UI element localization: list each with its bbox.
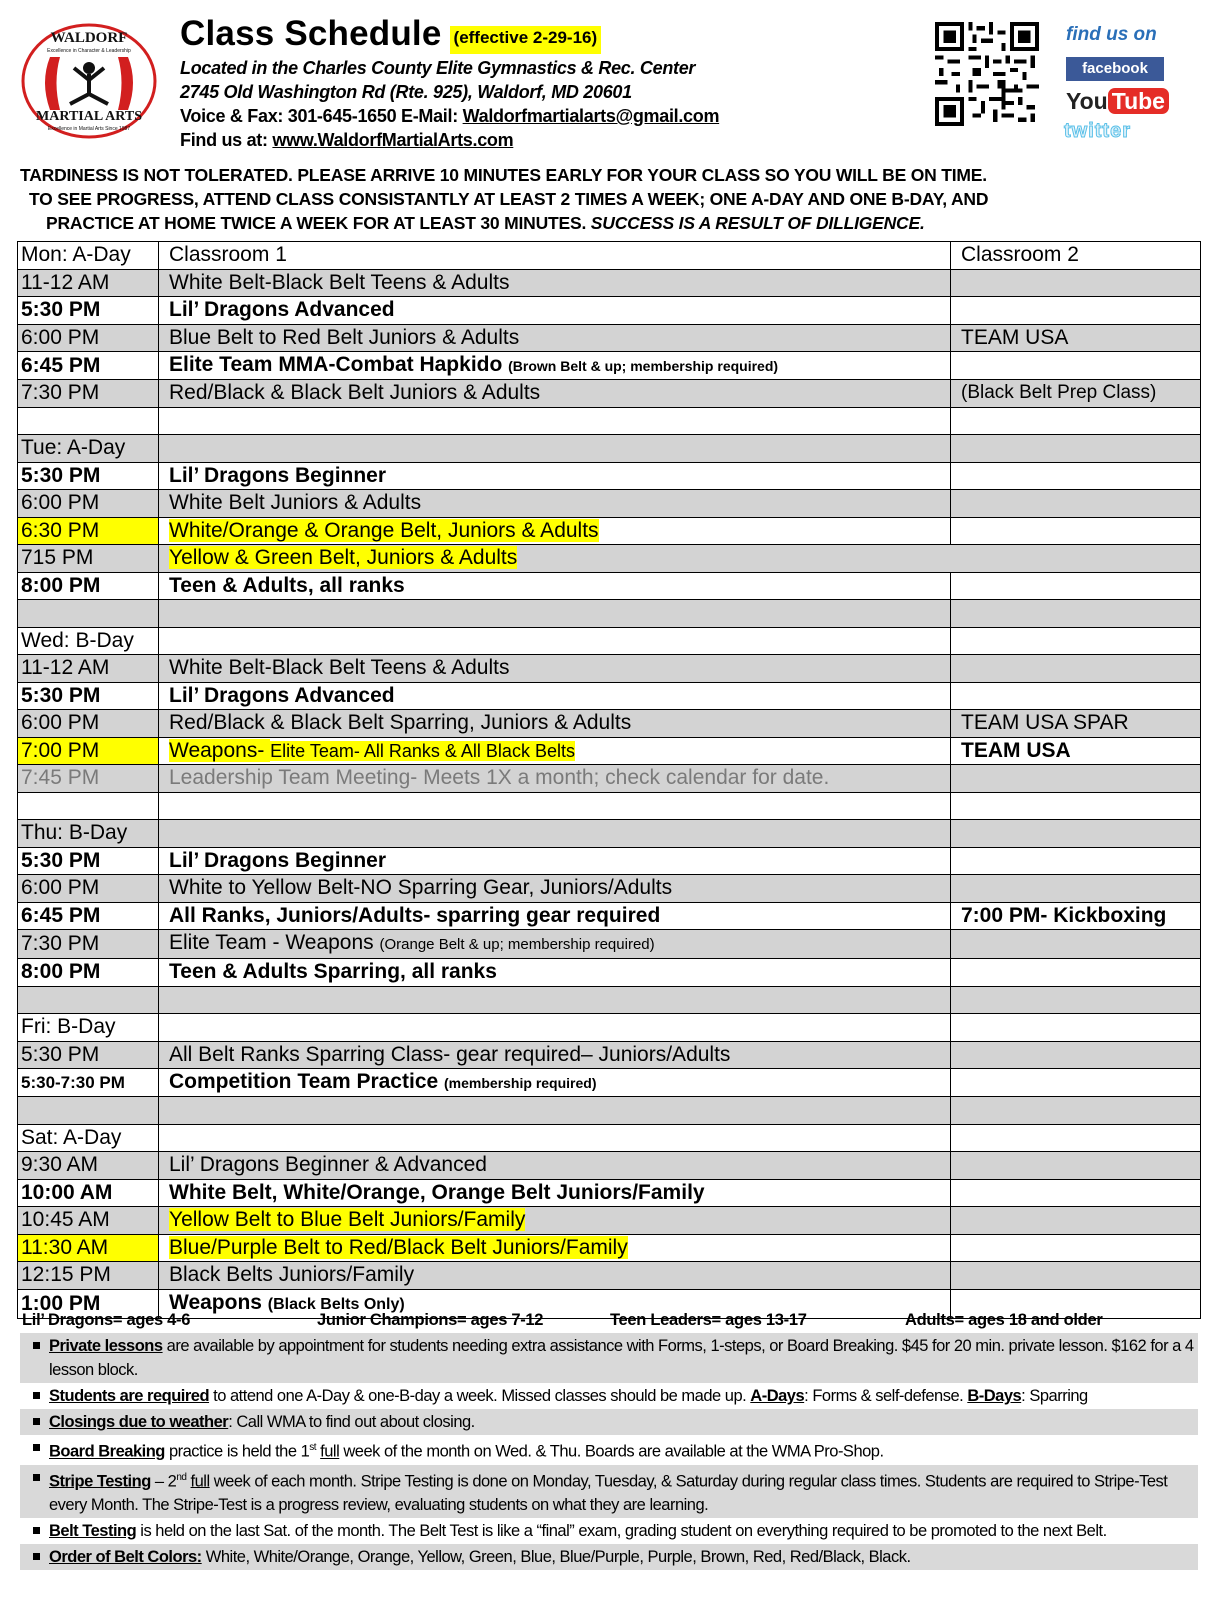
table-row: 8:00 PM Teen & Adults Sparring, all ranks <box>18 959 1201 987</box>
social-links <box>1062 20 1182 150</box>
day-row-tue: Tue: A-Day <box>18 435 1201 463</box>
svg-text:Excellence in Character & Lead: Excellence in Character & Leadership <box>47 48 131 54</box>
list-item: Order of Belt Colors: White, White/Orange, Orange, Yellow, Green, Blue, Blue/Purple, Purple, Brown, Red, Red/Black, Black. <box>20 1544 1198 1570</box>
table-row: 6:00 PM White to Yellow Belt-NO Sparring Gear, Juniors/Adults <box>18 875 1201 903</box>
table-row: 10:00 AM White Belt, White/Orange, Orange Belt Juniors/Family <box>18 1179 1201 1207</box>
age-group-adults: Adults= ages 18 and older <box>905 1311 1103 1329</box>
age-group-lil-dragons: Lil’ Dragons= ages 4-6 <box>22 1311 191 1329</box>
list-item: Students are required to attend one A-Day & one-B-day a week. Missed classes should be made up. A-Days: Forms & self-defense. B-Days: Sparring <box>20 1383 1198 1409</box>
age-group-teen: Teen Leaders= ages 13-17 <box>610 1311 807 1329</box>
list-item: Stripe Testing – 2nd full week of each month. Stripe Testing is done on Monday, Tuesday, & Saturday during regular class times. Students are required to Stripe-Test every Month. The Stripe-Test is a progress review, evaluating students on what they are learning. <box>20 1465 1198 1519</box>
practice-notice: PRACTICE AT HOME TWICE A WEEK FOR AT LEAST 30 MINUTES. SUCCESS IS A RESULT OF DILLIGENCE. <box>46 213 925 233</box>
table-row: 7:00 PM Weapons- Elite Team- All Ranks & All Black Belts TEAM USA <box>18 737 1201 765</box>
day-row-fri: Fri: B-Day <box>18 1014 1201 1042</box>
table-row: 6:00 PM Red/Black & Black Belt Sparring, Juniors & Adults TEAM USA SPAR <box>18 710 1201 738</box>
spacer-row <box>18 1097 1201 1125</box>
table-row: 5:30 PM Lil’ Dragons Advanced <box>18 682 1201 710</box>
bullet-icon <box>33 1444 40 1451</box>
table-row: 12:15 PM Black Belts Juniors/Family <box>18 1262 1201 1290</box>
list-item: Closings due to weather: Call WMA to find out about closing. <box>20 1409 1198 1435</box>
website-line: Find us at: www.WaldorfMartialArts.com <box>180 130 514 150</box>
bullet-icon <box>33 1342 40 1349</box>
bullet-icon <box>33 1392 40 1399</box>
table-row: 5:30 PM Lil’ Dragons Advanced <box>18 297 1201 325</box>
svg-text:WALDORF: WALDORF <box>50 30 128 46</box>
table-row: 10:45 AM Yellow Belt to Blue Belt Juniors/Family <box>18 1207 1201 1235</box>
spacer-row <box>18 600 1201 628</box>
table-row: 8:00 PM Teen & Adults, all ranks <box>18 572 1201 600</box>
classroom-2-header: Classroom 2 <box>951 242 1201 270</box>
table-row: 6:00 PM White Belt Juniors & Adults <box>18 490 1201 518</box>
location-text: Located in the Charles County Elite Gymnastics & Rec. Center <box>180 58 696 78</box>
spacer-row <box>18 407 1201 435</box>
address-text: 2745 Old Washington Rd (Rte. 925), Waldorf, MD 20601 <box>180 82 632 102</box>
table-row: 7:30 PM Elite Team - Weapons (Orange Belt & up; membership required) <box>18 930 1201 959</box>
day-row-thu: Thu: B-Day <box>18 820 1201 848</box>
website-link[interactable]: www.WaldorfMartialArts.com <box>272 130 514 150</box>
table-row: 7:45 PM Leadership Team Meeting- Meets 1X a month; check calendar for date. <box>18 765 1201 793</box>
facebook-icon[interactable]: facebook <box>1066 57 1164 81</box>
list-item: Private lessons are available by appointment for students needing extra assistance with Forms, 1-steps, or Board Breaking. $45 for 20 min. private lesson. $162 for a 4 lesson block. <box>20 1333 1198 1383</box>
attendance-notice: TO SEE PROGRESS, ATTEND CLASS CONSISTANTLY AT LEAST 2 TIMES A WEEK; ONE A-DAY AND ONE B-DAY, AND <box>29 189 989 209</box>
email-link[interactable]: Waldorfmartialarts@gmail.com <box>462 106 720 126</box>
table-row: 6:45 PM Elite Team MMA-Combat Hapkido (Brown Belt & up; membership required) <box>18 352 1201 380</box>
page-title: Class Schedule <box>180 14 442 53</box>
bullet-icon <box>33 1553 40 1560</box>
age-group-junior: Junior Champions= ages 7-12 <box>317 1311 544 1329</box>
table-row: 11:30 AM Blue/Purple Belt to Red/Black Belt Juniors/Family <box>18 1234 1201 1262</box>
school-logo <box>20 22 158 140</box>
contact-line: Voice & Fax: 301-645-1650 E-Mail: Waldorfmartialarts@gmail.com <box>180 106 720 126</box>
table-row: 6:00 PM Blue Belt to Red Belt Juniors & Adults TEAM USA <box>18 324 1201 352</box>
find-us-text: find us on <box>1066 24 1157 45</box>
day-row-sat: Sat: A-Day <box>18 1124 1201 1152</box>
table-row: 6:45 PM All Ranks, Juniors/Adults- sparring gear required 7:00 PM- Kickboxing <box>18 902 1201 930</box>
table-row: 1:00 PM Weapons (Black Belts Only) <box>18 1289 1201 1318</box>
table-row: 5:30-7:30 PM Competition Team Practice (membership required) <box>18 1069 1201 1097</box>
svg-text:Excellence in Martial Arts Sin: Excellence in Martial Arts Since 1987 <box>47 126 131 132</box>
table-row: 9:30 AM Lil’ Dragons Beginner & Advanced <box>18 1152 1201 1180</box>
spacer-row <box>18 986 1201 1014</box>
table-row: 7:30 PM Red/Black & Black Belt Juniors & Adults (Black Belt Prep Class) <box>18 380 1201 408</box>
table-row: 5:30 PM Lil’ Dragons Beginner <box>18 847 1201 875</box>
schedule-table <box>17 241 1201 1319</box>
spacer-row <box>18 792 1201 820</box>
table-row: 11-12 AM White Belt-Black Belt Teens & Adults <box>18 269 1201 297</box>
table-row: 11-12 AM White Belt-Black Belt Teens & Adults <box>18 655 1201 683</box>
table-row: 5:30 PM All Belt Ranks Sparring Class- gear required– Juniors/Adults <box>18 1041 1201 1069</box>
bullet-icon <box>33 1527 40 1534</box>
table-row: 5:30 PM Lil’ Dragons Beginner <box>18 462 1201 490</box>
classroom-1-header: Classroom 1 <box>159 242 951 270</box>
bullet-icon <box>33 1474 40 1481</box>
effective-date: (effective 2-29-16) <box>450 26 602 54</box>
table-row: 715 PM Yellow & Green Belt, Juniors & Adults <box>18 545 1201 573</box>
list-item: Belt Testing is held on the last Sat. of the month. The Belt Test is like a “final” exam, grading student on everything required to be promoted to the next Belt. <box>20 1518 1198 1544</box>
table-row: 6:30 PM White/Orange & Orange Belt, Juniors & Adults <box>18 517 1201 545</box>
twitter-icon[interactable]: twitter <box>1064 120 1131 142</box>
table-header-row <box>18 242 1201 270</box>
day-row-wed: Wed: B-Day <box>18 627 1201 655</box>
list-item: Board Breaking practice is held the 1st full week of the month on Wed. & Thu. Boards are available at the WMA Pro-Shop. <box>20 1435 1198 1465</box>
tardiness-notice: TARDINESS IS NOT TOLERATED. PLEASE ARRIVE 10 MINUTES EARLY FOR YOUR CLASS SO YOU WILL BE ON TIME. <box>20 165 987 185</box>
youtube-icon[interactable]: You Tube <box>1066 88 1169 115</box>
day-header: Mon: A-Day <box>18 242 159 270</box>
header-block <box>180 14 900 152</box>
policy-list <box>20 1333 1198 1570</box>
bullet-icon <box>33 1418 40 1425</box>
qr-code-icon <box>935 22 1039 126</box>
svg-text:MARTIAL ARTS: MARTIAL ARTS <box>36 109 142 124</box>
